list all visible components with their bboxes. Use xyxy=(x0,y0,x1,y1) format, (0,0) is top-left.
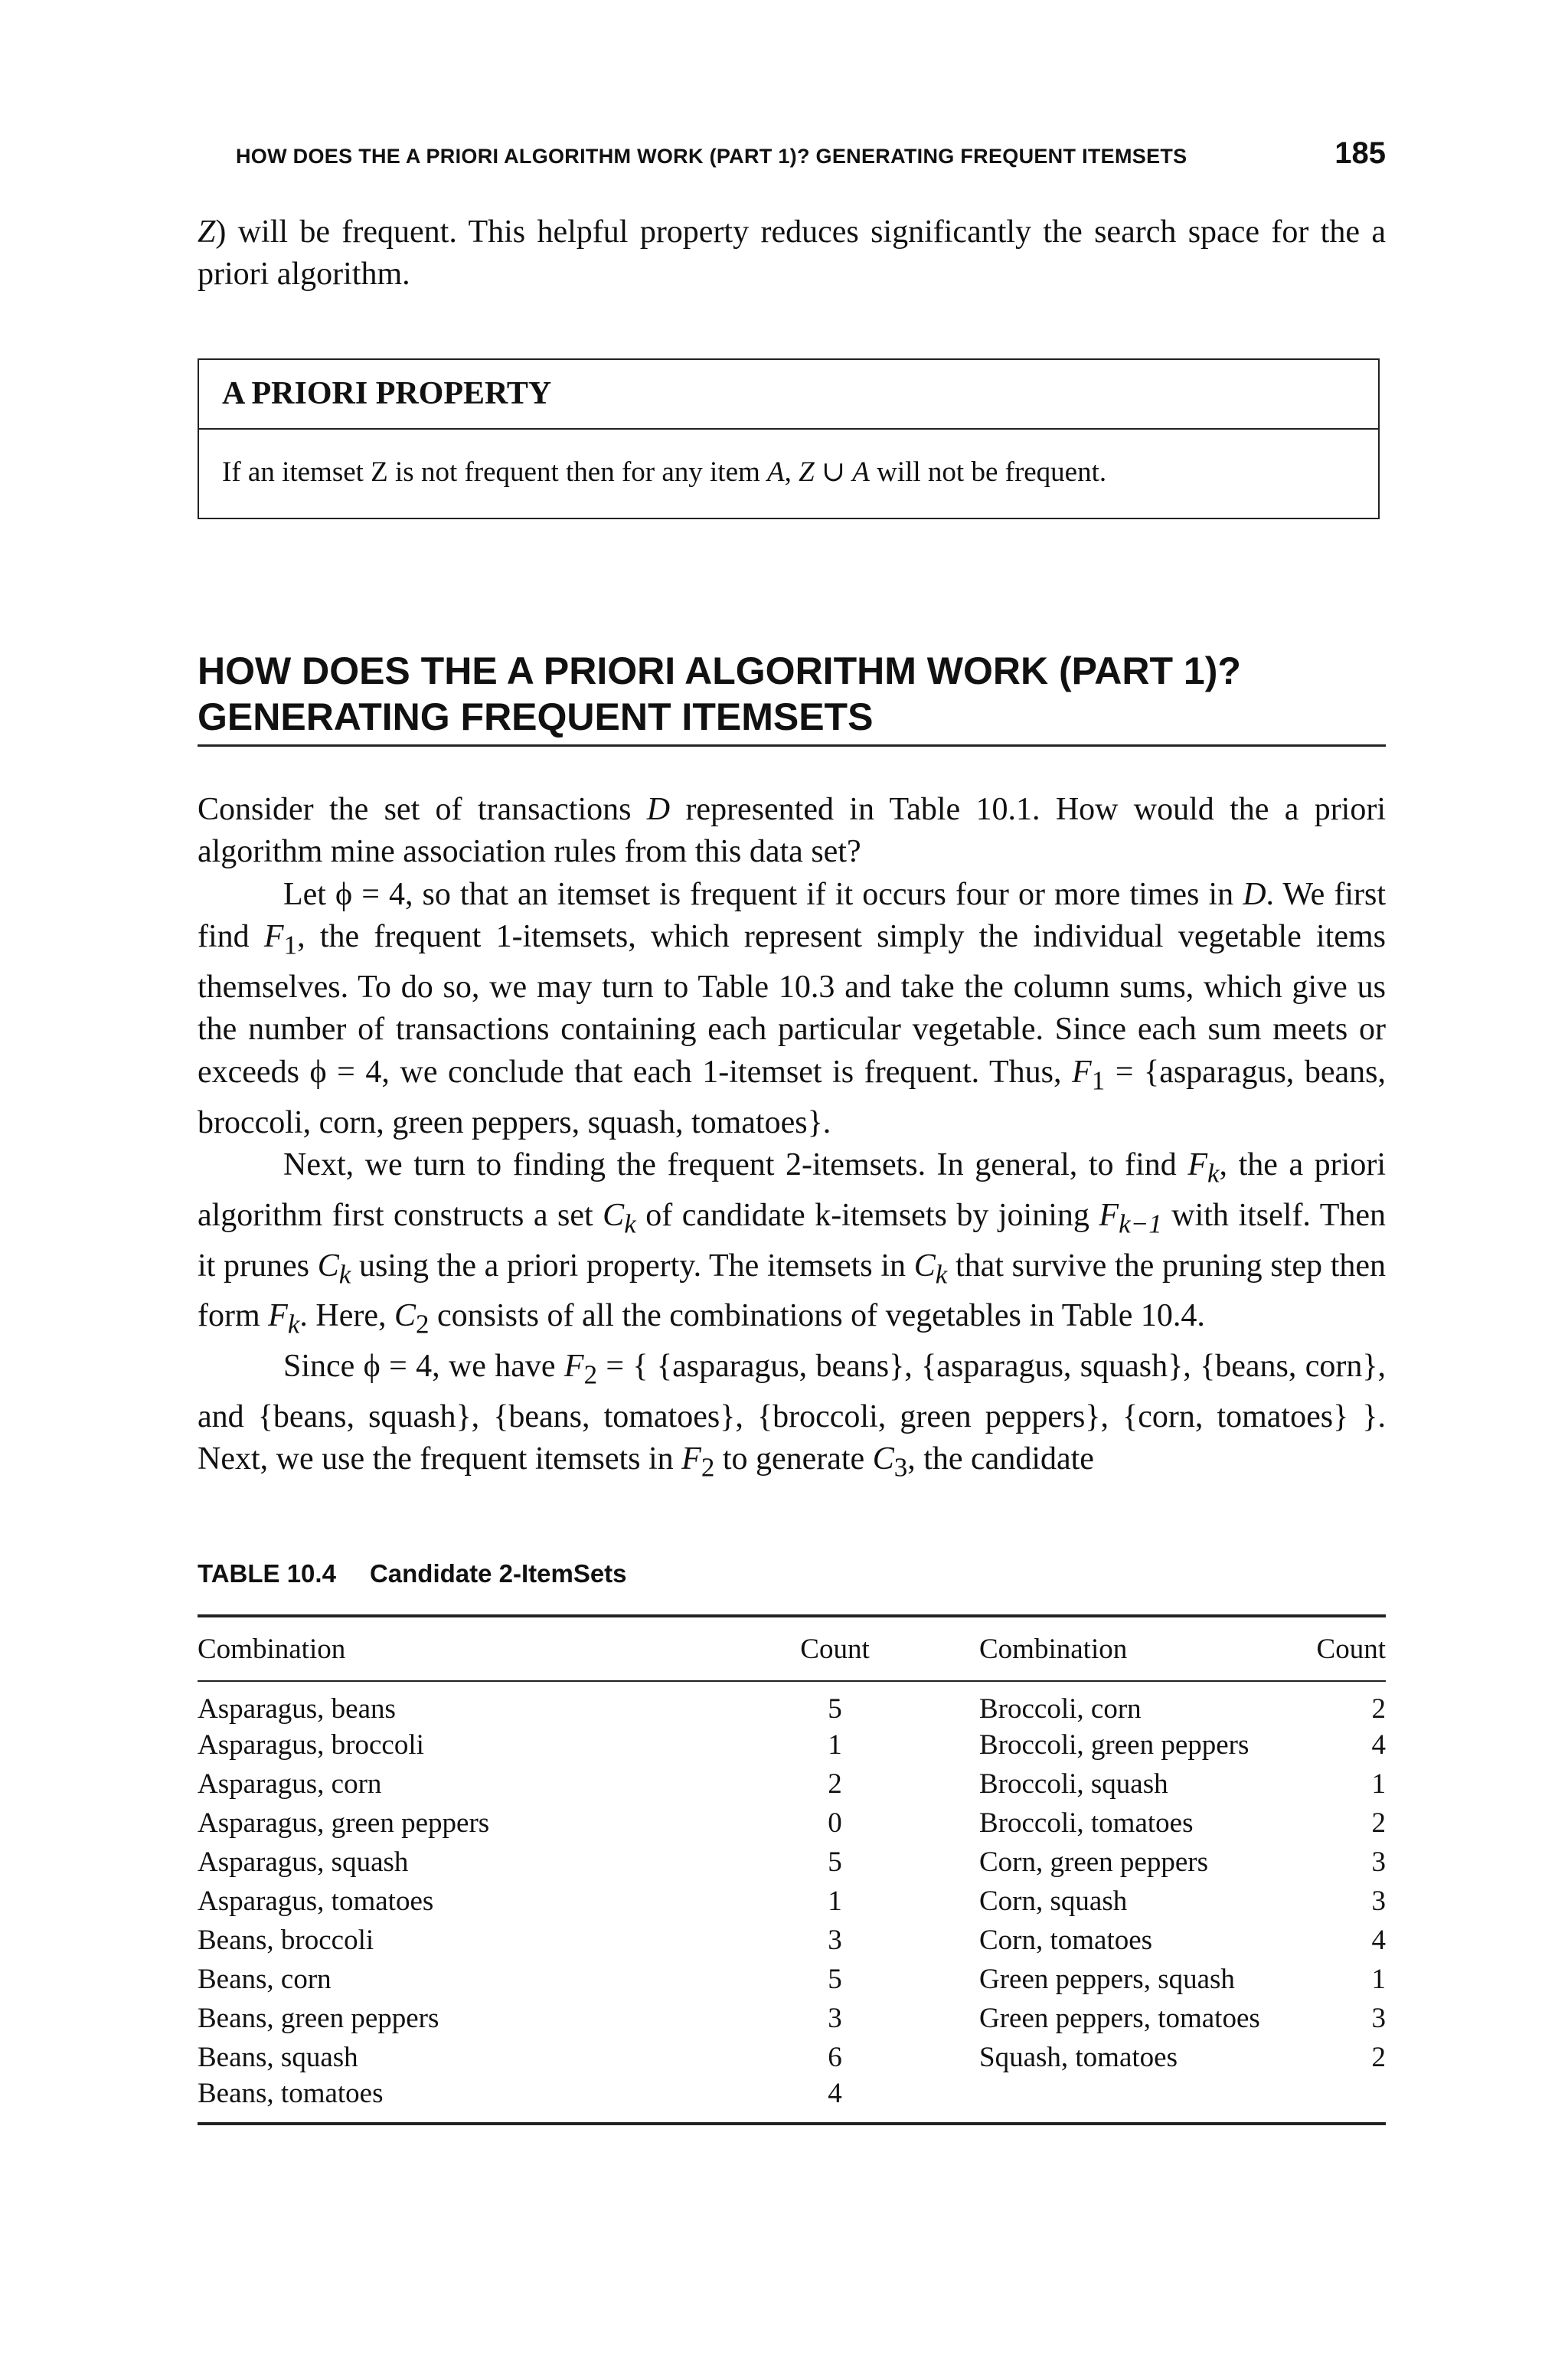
running-head xyxy=(236,136,1386,171)
table-body xyxy=(198,1681,1386,2122)
cell-count-right: 4 xyxy=(1371,1729,1386,1761)
intro-text: ) will be frequent. This helpful property reduces significantly the search space for the a priori algorithm. xyxy=(198,214,1386,293)
paragraph-3: Next, we turn to finding the frequent 2-itemsets. In general, to find $F_k$, the a priori algorithm first constructs a set $C_k$ of candidate k-itemsets by joining $F_{k-1}$ with itself. Then it prunes $C_k$ using the a priori property. The itemsets in $C_k$ that survive the pruning step then form $F_k$. Here, $C_2$ consists of all the combinations of vegetables in Table 10.4. xyxy=(198,1147,1387,1339)
cell-count-right: 3 xyxy=(1371,1886,1386,1917)
intro-paragraph xyxy=(198,211,1386,296)
cell-count-left: 6 xyxy=(828,2042,842,2073)
table-row xyxy=(198,1921,1386,1960)
paragraph-2: Let ϕ = 4, so that an itemset is frequent if it occurs four or more times in D. We first find $F_1$, the frequent 1-itemsets, which represent simply the individual vegetable items themselves. To do so, we may turn to Table 10.3 and take the column sums, which give us the number of transactions containing each particular vegetable. Since each sum meets or exceeds ϕ = 4, we conclude that each 1-itemset is frequent. Thus, $F_1$ = {asparagus, beans, broccoli, corn, green peppers, squash, tomatoes}. xyxy=(198,876,1386,1140)
cell-combination-left: Beans, tomatoes xyxy=(198,2078,384,2109)
cell-combination-right: Corn, squash xyxy=(979,1886,1128,1917)
section-heading-line-2: GENERATING FREQUENT ITEMSETS xyxy=(198,695,874,738)
cell-combination-right: Corn, green peppers xyxy=(979,1846,1208,1878)
var-z: Z xyxy=(198,214,216,250)
cell-count-left: 3 xyxy=(828,2003,842,2034)
cell-count-right: 2 xyxy=(1371,1807,1386,1839)
a-priori-property-box xyxy=(198,358,1380,519)
table-row xyxy=(198,1804,1386,1843)
header-count-1: Count xyxy=(787,1617,883,1681)
table-row xyxy=(198,2077,1386,2122)
cell-combination-left: Beans, broccoli xyxy=(198,1925,374,1956)
cell-count-left: 4 xyxy=(828,2078,842,2109)
cell-count-left: 5 xyxy=(828,1693,842,1725)
cell-count-left: 0 xyxy=(828,1807,842,1839)
cell-combination-right: Green peppers, tomatoes xyxy=(979,2003,1260,2034)
cell-combination-right xyxy=(883,2077,1312,2122)
cell-count-right: 1 xyxy=(1371,1768,1386,1800)
cell-combination-left: Asparagus, beans xyxy=(198,1693,396,1725)
cell-combination-right: Squash, tomatoes xyxy=(979,2042,1178,2073)
header-combination-2: Combination xyxy=(883,1617,1312,1681)
cell-combination-left: Beans, green peppers xyxy=(198,2003,439,2034)
table-row xyxy=(198,1960,1386,1999)
cell-combination-left: Asparagus, green peppers xyxy=(198,1807,490,1839)
cell-combination-right: Broccoli, green peppers xyxy=(979,1729,1250,1761)
page-number: 185 xyxy=(1334,136,1386,170)
cell-combination-left: Asparagus, broccoli xyxy=(198,1729,424,1761)
cell-count-left: 2 xyxy=(828,1768,842,1800)
cell-count-right: 4 xyxy=(1371,1925,1386,1956)
cell-combination-right: Broccoli, tomatoes xyxy=(979,1807,1194,1839)
cell-combination-left: Asparagus, tomatoes xyxy=(198,1886,434,1917)
property-box-title: A PRIORI PROPERTY xyxy=(199,360,1378,430)
paragraph-4: Since ϕ = 4, we have $F_2$ = { {asparagus, beans}, {asparagus, squash}, {beans, corn}, and {beans, squash}, {beans, tomatoes}, {broccoli, green peppers}, {corn, tomatoes} }. Next, we use the frequent itemsets in $F_2$ to generate $C_3$, the candidate xyxy=(198,1349,1386,1483)
cell-count-right: 2 xyxy=(1371,1693,1386,1725)
table-row xyxy=(198,1725,1386,1765)
section-heading xyxy=(198,648,1386,747)
header-count-2: Count xyxy=(1312,1617,1386,1681)
cell-count-right: 3 xyxy=(1371,2003,1386,2034)
section-heading-line-1: HOW DOES THE A PRIORI ALGORITHM WORK (PART 1)? xyxy=(198,649,1241,692)
cell-combination-right: Broccoli, corn xyxy=(979,1693,1142,1725)
cell-combination-left: Beans, squash xyxy=(198,2042,358,2073)
cell-count-left: 5 xyxy=(828,1846,842,1878)
running-head-title: HOW DOES THE A PRIORI ALGORITHM WORK (PART 1)? GENERATING FREQUENT ITEMSETS xyxy=(236,145,1187,168)
table-header-row xyxy=(198,1617,1386,1681)
table-label: TABLE 10.4 xyxy=(198,1559,336,1588)
table-caption xyxy=(198,1559,627,1588)
header-combination-1: Combination xyxy=(198,1617,787,1681)
table-row xyxy=(198,2038,1386,2077)
cell-count-right: 3 xyxy=(1371,1846,1386,1878)
property-statement: If an itemset Z is not frequent then for any item A, Z ∪ A will not be frequent. xyxy=(222,456,1107,488)
cell-count-left: 1 xyxy=(828,1886,842,1917)
cell-combination-right: Green peppers, squash xyxy=(979,1964,1235,1995)
cell-count-right xyxy=(1312,2077,1386,2122)
cell-count-left: 1 xyxy=(828,1729,842,1761)
cell-combination-right: Corn, tomatoes xyxy=(979,1925,1153,1956)
cell-combination-left: Asparagus, corn xyxy=(198,1768,382,1800)
candidate-itemsets-table xyxy=(198,1614,1386,2125)
cell-count-left: 5 xyxy=(828,1964,842,1995)
cell-count-right: 1 xyxy=(1371,1964,1386,1995)
paragraph-1: Consider the set of transactions D represented in Table 10.1. How would the a priori algorithm mine association rules from this data set? xyxy=(198,792,1386,870)
cell-count-left: 3 xyxy=(828,1925,842,1956)
table-row xyxy=(198,1999,1386,2038)
cell-combination-left: Beans, corn xyxy=(198,1964,332,1995)
cell-combination-left: Asparagus, squash xyxy=(198,1846,409,1878)
table-row xyxy=(198,1681,1386,1725)
table-row xyxy=(198,1882,1386,1921)
section-body xyxy=(198,789,1386,1489)
cell-count-right: 2 xyxy=(1371,2042,1386,2073)
table-row xyxy=(198,1843,1386,1882)
table-title: Candidate 2-ItemSets xyxy=(369,1559,627,1588)
cell-combination-right: Broccoli, squash xyxy=(979,1768,1168,1800)
table-row xyxy=(198,1765,1386,1804)
